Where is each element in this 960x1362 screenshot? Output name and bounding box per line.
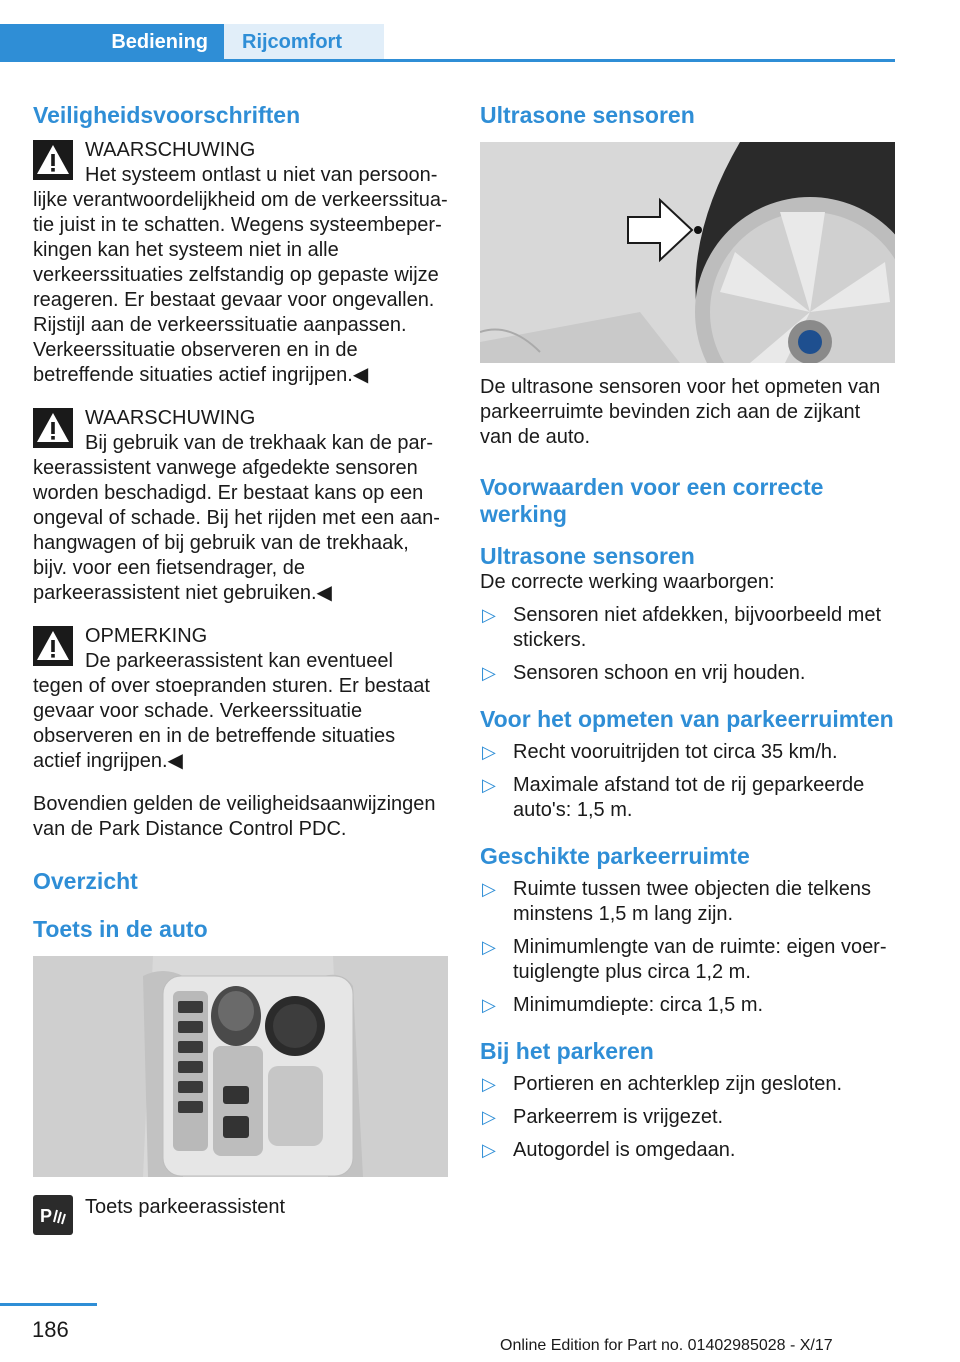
- list-item: ▷ Recht vooruitrijden tot circa 35 km/h.: [482, 741, 838, 763]
- triangle-bullet-icon: ▷: [482, 775, 496, 795]
- triangle-bullet-icon: ▷: [482, 937, 496, 957]
- list-item: ▷ Minimumlengte van de ruimte: eigen voertuiglengte plus circa 1,2 m.: [482, 936, 887, 983]
- page-number: 186: [32, 1317, 69, 1342]
- triangle-bullet-icon: ▷: [482, 663, 496, 683]
- sensor-list: [480, 603, 895, 686]
- heading-parking: Bij het parkeren: [480, 1038, 654, 1064]
- heading-measure: Voor het opmeten van parkeerruimten: [480, 706, 894, 732]
- sensors-description: De ultrasone sensoren voor het opmeten van parkeerruimte bevinden zich aan de zijkant van de auto.: [480, 376, 881, 448]
- note-text: De parkeerassistent kan eventueel tegen of over stoepranden sturen. Er bestaat gevaar voor schade. Verkeerssituatie observeren en in de betreffende situaties actief ingrijpen.◀: [33, 650, 430, 772]
- warning-1-title: WAARSCHUWING: [85, 139, 256, 161]
- triangle-bullet-icon: ▷: [482, 1074, 496, 1094]
- list-item: ▷ Minimumdiepte: circa 1,5 m.: [482, 994, 764, 1016]
- parking-assistant-icon: [33, 1195, 73, 1235]
- warning-2-title: WAARSCHUWING: [85, 407, 256, 429]
- warning-2-text: Bij gebruik van de trekhaak kan de parkeerassistent vanwege afgedekte sensoren worden beschadigd. Er bestaat kans op een ongeval of schade. Bij het rijden met een aanhangwagen of bij gebruik van de trekhaak, bijv. voor een fietsendrager, de parkeerassistent niet gebruiken.◀: [33, 432, 440, 604]
- heading-safety: Veiligheidsvoorschriften: [33, 102, 301, 128]
- heading-sub-sensors: Ultrasone sensoren: [480, 543, 695, 569]
- note-triangle-icon: [33, 626, 73, 666]
- tab-bediening[interactable]: Bediening: [0, 24, 224, 60]
- sensor-location-image: [480, 142, 895, 363]
- triangle-bullet-icon: ▷: [482, 1140, 496, 1160]
- center-console-illustration: [33, 956, 448, 1177]
- list-item: ▷ Ruimte tussen twee objecten die telkens minstens 1,5 m lang zijn.: [482, 878, 871, 925]
- warning-2: [33, 406, 448, 606]
- warning-1: [33, 138, 448, 388]
- heading-space: Geschikte parkeerruimte: [480, 843, 750, 869]
- triangle-bullet-icon: ▷: [482, 1107, 496, 1127]
- triangle-bullet-icon: ▷: [482, 879, 496, 899]
- list-item: ▷ Portieren en achterklep zijn gesloten.: [482, 1073, 843, 1095]
- triangle-bullet-icon: ▷: [482, 995, 496, 1015]
- measure-list: [480, 740, 895, 823]
- heading-sensors: Ultrasone sensoren: [480, 102, 695, 128]
- svg-text:P: P: [40, 1206, 53, 1226]
- note-1: [33, 624, 448, 774]
- note-title: OPMERKING: [85, 625, 208, 647]
- center-console-image: [33, 956, 448, 1177]
- parking-list: [480, 1072, 895, 1163]
- pdc-reference: Bovendien gelden de veiligheidsaanwijzingen van de Park Distance Control PDC.: [33, 793, 436, 840]
- footer-rule: [0, 1303, 97, 1306]
- list-item: ▷ Parkeerrem is vrijgezet.: [482, 1106, 724, 1128]
- left-column: [33, 100, 448, 1235]
- tab-rijcomfort[interactable]: Rijcomfort: [224, 24, 384, 60]
- list-item: ▷ Sensoren niet afdekken, bijvoorbeeld met stickers.: [482, 604, 882, 651]
- heading-overview: Overzicht: [33, 868, 138, 894]
- header-tabs: [0, 0, 895, 62]
- button-caption: [33, 1195, 448, 1235]
- list-item: ▷ Sensoren schoon en vrij houden.: [482, 662, 806, 684]
- space-list: [480, 877, 895, 1018]
- header-rule: [0, 59, 895, 62]
- ensure-text: De correcte werking waarborgen:: [480, 571, 775, 593]
- heading-button: Toets in de auto: [33, 916, 208, 942]
- warning-triangle-icon: [33, 408, 73, 448]
- list-item: ▷ Autogordel is omgedaan.: [482, 1139, 736, 1161]
- caption-text: Toets parkeerassistent: [85, 1196, 286, 1218]
- warning-1-text: Het systeem ontlast u niet van persoonlijke verantwoordelijkheid om de verkeerssituatie juist in te schatten. Wegens systeembeperkingen kan het systeem niet in alle verkeerssituaties zelfstandig op gepaste wijze reageren. Er bestaat gevaar voor ongevallen. Rijstijl aan de verkeerssituatie aanpassen. Verkeerssituatie observeren en in de betreffende situaties actief ingrijpen.◀: [33, 164, 448, 386]
- triangle-bullet-icon: ▷: [482, 742, 496, 762]
- edition-text: Online Edition for Part no. 01402985028 - X/17: [500, 1337, 833, 1354]
- triangle-bullet-icon: ▷: [482, 605, 496, 625]
- warning-triangle-icon: [33, 140, 73, 180]
- list-item: ▷ Maximale afstand tot de rij geparkeerde auto's: 1,5 m.: [482, 774, 865, 821]
- wheel-sensor-illustration: [480, 142, 895, 363]
- heading-conditions: Voorwaarden voor een correcte werking: [480, 474, 824, 527]
- right-column: [480, 100, 895, 1179]
